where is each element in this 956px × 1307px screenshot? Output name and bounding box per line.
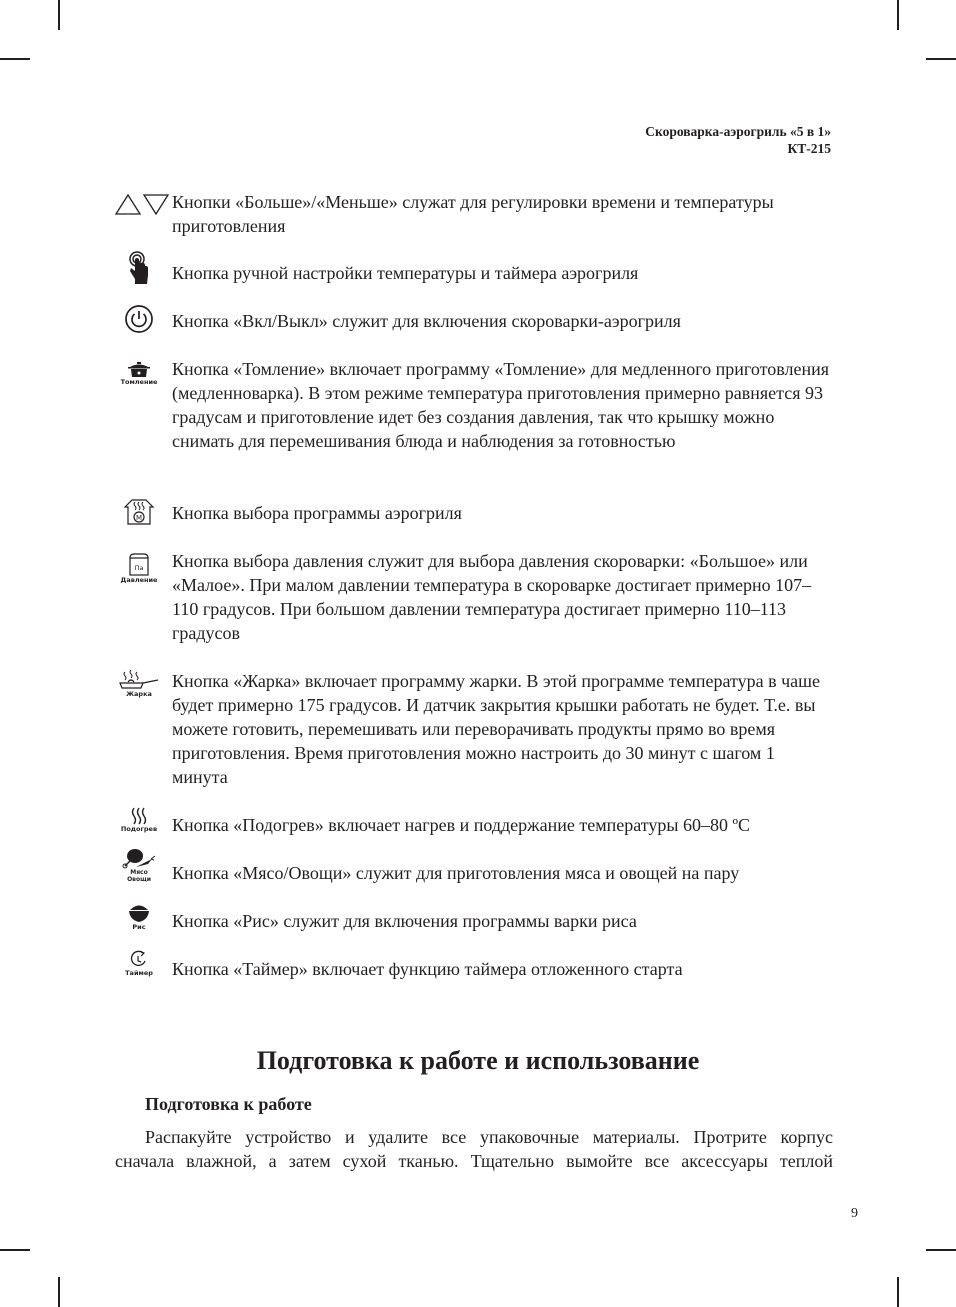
button-description-pressure [112,549,832,645]
button-description-slow-cook [112,357,832,453]
button-description-up-down [112,190,832,238]
icon-caption: Таймер [125,969,153,977]
paragraph-line-2: сначала влажной, а затем сухой тканью. Тщательно вымойте все аксессуары теплой [115,1151,833,1171]
icon-caption-line2: Овощи [127,876,151,883]
pressure-icon [112,552,166,584]
crop-mark-bl-v [58,1277,60,1307]
heat-waves-icon [112,807,166,833]
description-text: Кнопки «Больше»/«Меньше» служат для регулировки времени и температуры приготовления [172,192,774,236]
description-text: Кнопка «Вкл/Выкл» служит для включения скороварки-аэрогриля [172,311,681,331]
description-text: Кнопка «Рис» служит для включения программы варки риса [172,911,637,931]
crop-mark-bl-h [0,1249,30,1251]
rice-bowl-icon [112,903,166,931]
icon-caption-line1: Мясо [130,869,148,876]
page-number: 9 [851,1206,858,1221]
meat-vegetables-icon [112,847,166,883]
section-title: Подготовка к работе и использование [256,1046,700,1075]
crop-mark-tr-h [926,58,956,60]
icon-caption: Рис [132,923,146,931]
crop-mark-br-v [897,1277,899,1307]
crop-mark-tl-h [0,58,30,60]
description-text: Кнопка «Жарка» включает программу жарки. В этой программе температура в чаше будет примерно 175 градусов. И датчик закрытия крышки работать не будет. Т.е. вы можете готовить, перемешивать или переворачивать продукты прямо во время приготовления. Время приготовления можно настроить до 30 минут с шагом 1 минута [172,671,821,787]
description-text: Кнопка «Томление» включает программу «Томление» для медленного приготовления (медленноварка). В этом режиме температура приготовления примерно равняется 93 градусам и приготовление идет без создания давления, так что крышку можно снимать для перемешивания блюда и наблюдения за готовностью [172,359,829,451]
pressure-icon-label: Па [134,564,144,572]
description-text: Кнопка ручной настройки температуры и таймера аэрогриля [172,263,639,283]
description-text: Кнопка «Подогрев» включает нагрев и поддержание температуры 60–80 ºС [172,815,751,835]
icon-caption: Томление [120,378,158,386]
section-subtitle: Подготовка к работе [145,1094,312,1114]
crop-mark-br-h [926,1249,956,1251]
button-description-manual [112,261,832,285]
power-icon [112,304,166,334]
svg-text:M: M [135,514,143,522]
touch-hand-icon [112,251,166,285]
timer-icon [112,949,166,977]
section-paragraph [115,1125,833,1173]
icon-caption: Давление [120,576,158,584]
description-text: Кнопка «Таймер» включает функцию таймера отложенного старта [172,959,683,979]
button-description-rice [112,909,832,933]
up-down-triangles-icon [114,192,170,216]
paragraph-line-1: Распакуйте устройство и удалите все упаковочные материалы. Протрите корпус [145,1127,833,1147]
button-description-air-grill [112,501,832,525]
slow-cook-pot-icon [112,362,166,386]
button-description-power [112,309,832,333]
description-text: Кнопка «Мясо/Овощи» служит для приготовления мяса и овощей на пару [172,863,740,883]
crop-mark-tr-v [897,0,899,30]
running-header [645,123,831,157]
description-text: Кнопка выбора программы аэрогриля [172,503,462,523]
header-product: Скороварка-аэрогриль «5 в 1» [645,124,831,139]
air-grill-menu-icon [112,497,166,525]
icon-caption: Подогрев [120,825,158,833]
frying-pan-icon [112,670,166,698]
header-model: КТ-215 [787,141,831,156]
button-description-meat-veg [112,861,832,885]
button-description-fry [112,669,832,789]
icon-caption: Жарка [126,690,152,698]
crop-mark-tl-v [58,0,60,30]
button-description-timer [112,957,832,981]
description-text: Кнопка выбора давления служит для выбора давления скороварки: «Большое» или «Малое». При малом давлении температура в скороварке достигает примерно 107–110 градусов. При большом давлении температура достигает примерно 110–113 градусов [172,551,812,643]
button-description-reheat [112,813,832,837]
